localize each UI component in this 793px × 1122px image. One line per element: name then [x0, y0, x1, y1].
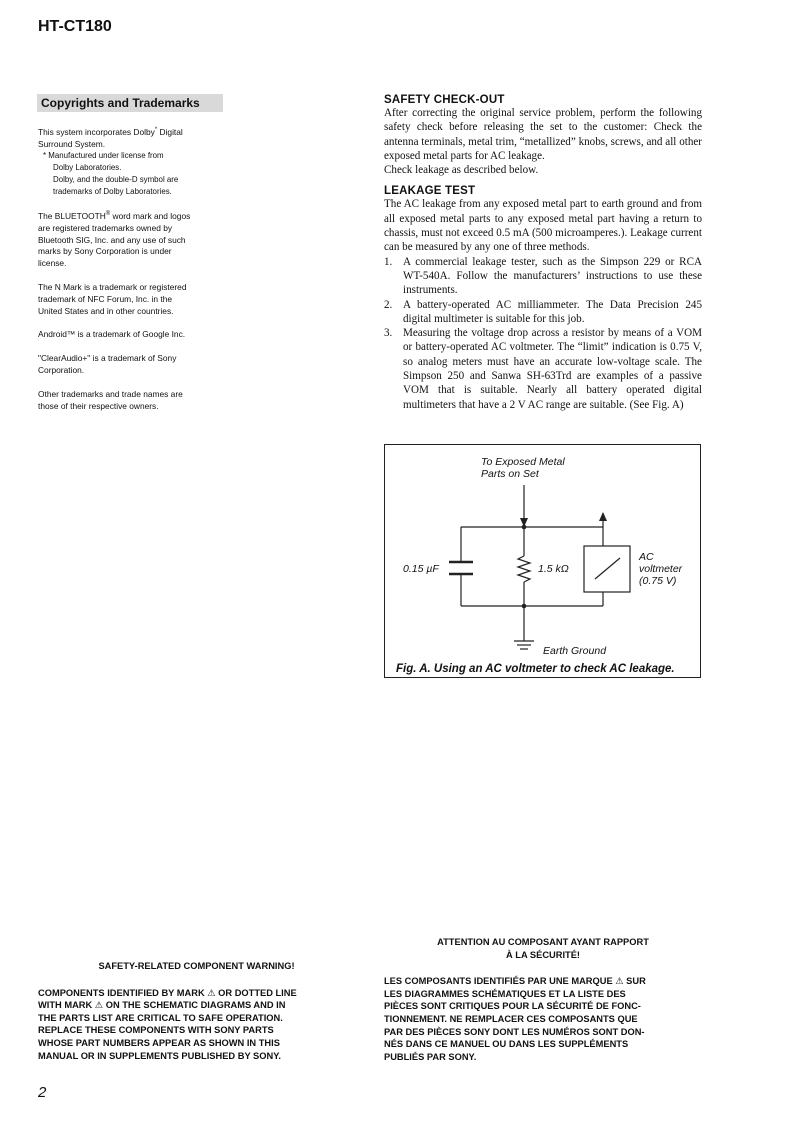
voltmeter-needle — [595, 558, 620, 579]
clearaudio-line-1: "ClearAudio+" is a trademark of Sony — [38, 353, 177, 364]
list-item — [384, 255, 702, 298]
android-notice — [38, 329, 223, 341]
warning-en-line-6: MANUAL OR IN SUPPLEMENTS PUBLISHED BY SONY. — [38, 1050, 281, 1061]
list-item-text: A battery-operated AC milliammeter. The Data Precision 245 digital multimeter is suitable for this job. — [403, 298, 702, 325]
warning-fr-line-2: LES DIAGRAMMES SCHÉMATIQUES ET LA LISTE DES — [384, 988, 626, 999]
page-number: 2 — [38, 1084, 47, 1101]
copyrights-heading: Copyrights and Trademarks — [37, 94, 223, 112]
circuit-diagram — [385, 445, 702, 679]
warning-fr-line-1: LES COMPOSANTS IDENTIFIÉS PAR UNE MARQUE ⚠ SUR — [384, 976, 646, 987]
warning-en-line-4: REPLACE THESE COMPONENTS WITH SONY PARTS — [38, 1025, 274, 1036]
list-item-number: 3. — [384, 327, 393, 340]
dolby-note-1: * Manufactured under license from — [43, 151, 164, 161]
warning-fr-line-4: TIONNEMENT. NE REMPLACER CES COMPOSANTS QUE — [384, 1013, 638, 1024]
label-meter-2: voltmeter — [639, 563, 683, 575]
safety-checkout-heading: SAFETY CHECK-OUT — [384, 94, 505, 106]
bluetooth-reg: ® — [105, 211, 111, 218]
safety-warning-en — [38, 960, 355, 1062]
node-top — [522, 525, 527, 530]
leakage-test-heading: LEAKAGE TEST — [384, 185, 476, 198]
node-bottom — [522, 604, 527, 609]
bluetooth-line-2: are registered trademarks owned by — [38, 222, 173, 233]
label-exposed-metal-1: To Exposed Metal — [481, 456, 565, 468]
copyrights-section — [37, 94, 223, 424]
dolby-note-4: trademarks of Dolby Laboratories. — [53, 186, 172, 196]
android-line: Android™ is a trademark of Google Inc. — [38, 329, 186, 340]
list-item — [384, 326, 702, 412]
dolby-notice — [38, 125, 223, 197]
label-meter-1: AC — [639, 551, 654, 563]
warning-fr-line-3: PIÈCES SONT CRITIQUES POUR LA SÉCURITÉ DE FONC- — [384, 1001, 641, 1012]
dolby-line-2: Surround System. — [38, 138, 106, 149]
warning-fr-line-6: NÉS DANS CE MANUEL OU DANS LES SUPPLÉMENTS — [384, 1039, 629, 1050]
warning-fr-title — [384, 936, 702, 961]
bluetooth-line-1b: word mark and logos — [110, 211, 191, 221]
safety-checkout-text-2: Check leakage as described below. — [384, 164, 539, 177]
nmark-line-2: trademark of NFC Forum, Inc. in the — [38, 293, 173, 304]
dolby-note-2: Dolby Laboratories. — [53, 163, 122, 173]
bluetooth-line-1a: The BLUETOOTH — [38, 211, 106, 221]
leakage-methods-list — [384, 255, 702, 412]
figure-a — [384, 444, 701, 678]
other-trademarks-notice — [38, 389, 223, 413]
model-header: HT-CT180 — [38, 18, 112, 35]
label-capacitor: 0.15 µF — [403, 563, 439, 575]
bluetooth-line-5: license. — [38, 258, 67, 269]
clearaudio-line-2: Corporation. — [38, 364, 85, 375]
dolby-reg: * — [154, 127, 158, 133]
dolby-line-1a: This system incorporates Dolby — [38, 126, 155, 137]
list-item-number: 1. — [384, 255, 393, 268]
label-earth-ground: Earth Ground — [543, 645, 607, 657]
warning-fr-title-1: ATTENTION AU COMPOSANT AYANT RAPPORT — [437, 937, 649, 947]
leakage-test-text: The AC leakage from any exposed metal part to earth ground and from all exposed metal parts to any exposed metal part having a return to chassis, must not exceed 0.5 mA (500 microamperes.). Leakage current can be measured by any one of three methods. — [384, 198, 702, 254]
arrow-up-icon — [599, 512, 607, 521]
warning-fr-title-2: À LA SÉCURITÉ! — [505, 949, 581, 960]
nmark-notice — [38, 282, 223, 317]
resistor-zigzag — [518, 556, 530, 582]
warning-en-title: SAFETY-RELATED COMPONENT WARNING! — [98, 961, 295, 971]
warning-fr-line-5: PAR DES PIÈCES SONY DONT LES NUMÉROS SONT DON- — [384, 1026, 645, 1037]
label-meter-3: (0.75 V) — [639, 575, 677, 587]
safety-warning-fr — [384, 936, 702, 1063]
warning-fr-line-7: PUBLIÉS PAR SONY. — [384, 1051, 477, 1062]
other-line-1: Other trademarks and trade names are — [38, 388, 183, 399]
warning-en-line-3: THE PARTS LIST ARE CRITICAL TO SAFE OPERATION. — [38, 1012, 283, 1023]
list-item-text: A commercial leakage tester, such as the Simpson 229 or RCA WT-540A. Follow the manufacturers’ instructions to use these instruments. — [403, 255, 702, 297]
label-exposed-metal-2: Parts on Set — [481, 468, 539, 480]
nmark-line-1: The N Mark is a trademark or registered — [38, 281, 187, 292]
dolby-note-3: Dolby, and the double-D symbol are — [53, 174, 179, 184]
dolby-line-1b: Digital — [157, 126, 183, 137]
bluetooth-line-3: Bluetooth SIG, Inc. and any use of such — [38, 234, 186, 245]
other-line-2: those of their respective owners. — [38, 400, 159, 411]
safety-section — [384, 94, 702, 412]
warning-en-line-5: WHOSE PART NUMBERS APPEAR AS SHOWN IN THIS — [38, 1037, 280, 1048]
label-resistor: 1.5 kΩ — [538, 563, 569, 575]
list-item — [384, 298, 702, 327]
warning-en-line-1: COMPONENTS IDENTIFIED BY MARK ⚠ OR DOTTED LINE — [38, 987, 297, 998]
bluetooth-notice — [38, 209, 223, 270]
clearaudio-notice — [38, 353, 223, 377]
figure-caption: Fig. A. Using an AC voltmeter to check AC leakage. — [396, 663, 675, 675]
warning-en-line-2: WITH MARK ⚠ ON THE SCHEMATIC DIAGRAMS AND IN — [38, 1000, 286, 1011]
bluetooth-line-4: marks by Sony Corporation is under — [38, 246, 172, 257]
nmark-line-3: United States and in other countries. — [38, 305, 174, 316]
list-item-number: 2. — [384, 298, 393, 311]
safety-checkout-text: After correcting the original service problem, perform the following safety check before releasing the set to the customer: Check the antenna terminals, metal trim, “metallized” knobs, screws, and all other exposed metal parts for AC leakage. — [384, 107, 702, 162]
list-item-text: Measuring the voltage drop across a resistor by means of a VOM or battery-operated AC voltmeter. The “limit” indication is 0.75 V, so analog meters must have an accurate low-voltage scale. The Simpson 250 and Sanwa SH-63Trd are examples of a passive VOM that is suitable. Nearly all battery operated digital multimeters that have a 2 V AC range are suitable. (See Fig. A) — [403, 327, 702, 411]
